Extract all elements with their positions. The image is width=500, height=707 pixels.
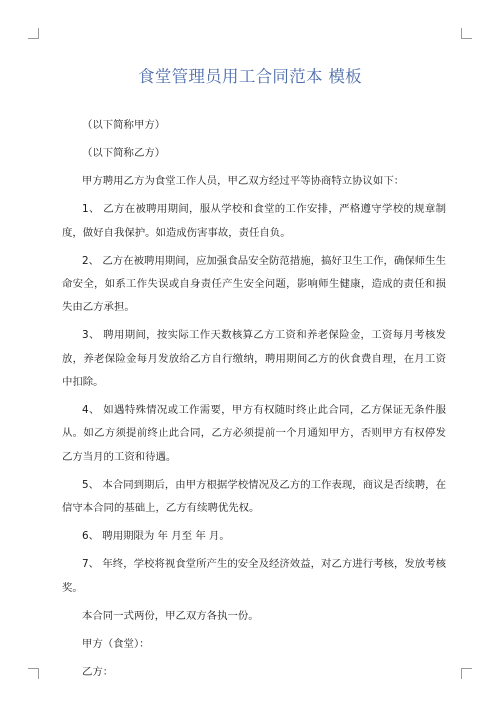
crop-mark-top-left	[28, 28, 39, 39]
clause-6: 6、 聘用期限为 年 月至 年 月。	[82, 530, 230, 543]
clause-1: 1、 乙方在被聘用期间，服从学校和食堂的工作安排，严格遵守学校的规章制度，做好自我保护。如造成伤害事故，责任自负。	[62, 203, 446, 239]
clause-2: 2、 乙方在被聘用期间，应加强食品安全防范措施，搞好卫生工作，确保师生生命安全，如系工作失误或自身责任产生安全问题，影响师生健康，造成的责任和损失由乙方承担。	[62, 254, 446, 314]
party-b-note: （以下简称乙方）	[82, 147, 166, 160]
party-b-signature-line: 乙方：	[82, 665, 114, 678]
crop-mark-top-right	[461, 28, 472, 39]
party-a-signature-line: 甲方（食堂）：	[82, 637, 150, 650]
document-body	[62, 114, 446, 689]
clause-3: 3、 聘用期间，按实际工作天数核算乙方工资和养老保险金，工资每月考核发放，养老保险金每月发放给乙方自行缴纳，聘用期间乙方的伙食费自理，在月工资中扣除。	[62, 329, 446, 388]
copies-note: 本合同一式两份，甲乙双方各执一份。	[82, 609, 259, 622]
clause-5: 5、 本合同到期后，由甲方根据学校情况及乙方的工作表现，商议是否续聘，在信守本合同的基础上，乙方有续聘优先权。	[62, 478, 446, 515]
document-title: 食堂管理员用工合同范本 模板	[138, 67, 362, 86]
clause-4: 4、 如遇特殊情况或工作需要，甲方有权随时终止此合同，乙方保证无条件服从。如乙方须提前终止此合同，乙方必须提前一个月通知甲方，否则甲方有权停发乙方当月的工资和待遇。	[62, 404, 446, 463]
party-a-note: （以下简称甲方）	[82, 119, 166, 131]
agreement-intro: 甲方聘用乙方为食堂工作人员，甲乙双方经过平等协商特立协议如下：	[82, 175, 405, 188]
crop-mark-bottom-left	[28, 668, 39, 679]
crop-mark-bottom-right	[461, 668, 472, 679]
clause-7: 7、 年终，学校将视食堂所产生的安全及经济效益，对乙方进行考核，发放考核奖。	[62, 558, 446, 594]
